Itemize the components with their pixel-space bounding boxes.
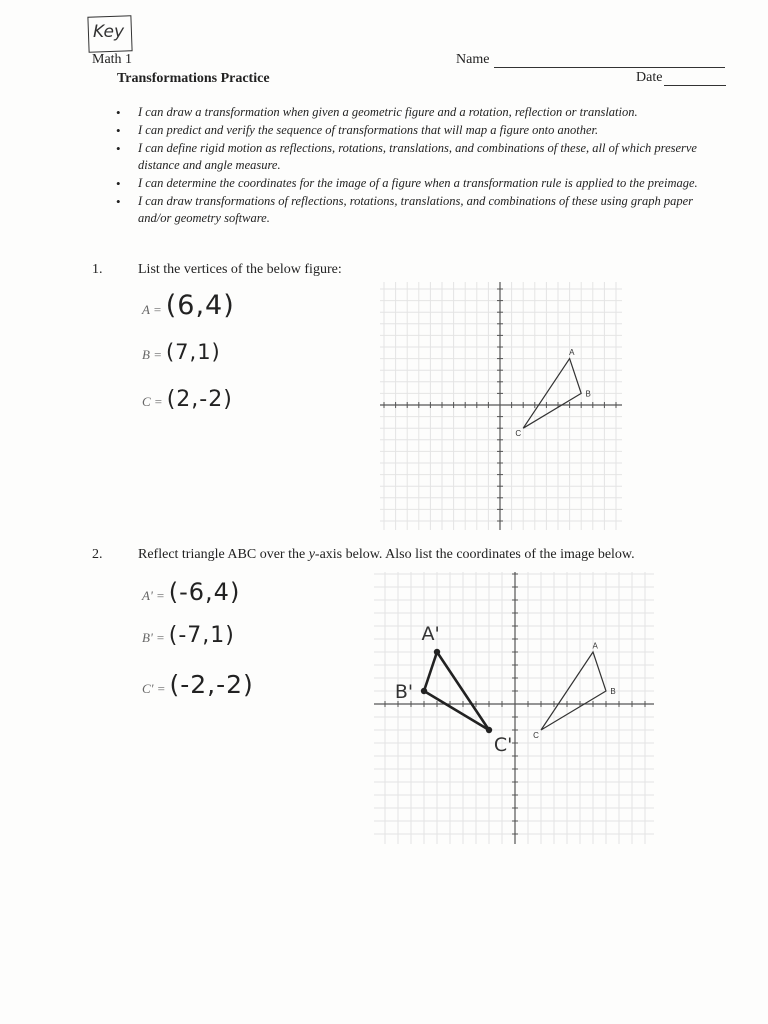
answer-b-prime-label: B' = [142,630,165,645]
answer-b-label: B = [142,347,162,362]
question-2-number: 2. [92,547,103,562]
answer-c-prime [142,670,254,699]
date-label: Date [636,70,663,85]
answer-a-prime [142,578,240,606]
vertex-label-c: C [533,730,539,740]
answer-a-prime-label: A' = [142,588,165,603]
question-1-number: 1. [92,262,103,277]
objective-item: • I can define rigid motion as reflections, rotations, translations, and combinations of these, all of which preserve distance and angle measure. [116,140,728,174]
answer-b-prime-value: (-7,1) [168,623,235,648]
vertex-label-b: B [610,687,616,696]
answer-c-prime-value: (-2,-2) [169,670,254,699]
image-vertex-dot [486,727,492,733]
answer-c-label: C = [142,394,163,409]
image-vertex-label: A' [421,623,440,646]
graph-1-grid [380,282,622,530]
vertex-label-b: B [585,389,591,399]
graph-1 [380,282,622,530]
objective-item: • I can predict and verify the sequence of transformations that will map a figure onto another. [116,122,728,139]
question-1-prompt: List the vertices of the below figure: [138,262,342,277]
vertex-label-c: C [515,429,522,439]
objectives-list [116,104,728,228]
answer-b-value: (7,1) [165,340,221,364]
question-2-prompt-start: Reflect triangle ABC over the [138,547,309,562]
answer-c [142,387,233,412]
course-name: Math 1 [92,52,133,67]
question-2-prompt-variable: y [308,547,315,562]
vertex-label-a: A [569,347,575,357]
answer-a [142,290,235,321]
answer-a-value: (6,4) [165,290,235,321]
graph-1-axes [380,282,622,530]
date-field[interactable] [664,85,726,86]
graph-2 [374,572,654,844]
answer-a-prime-value: (-6,4) [168,578,241,606]
question-2-prompt [138,547,635,563]
question-2-prompt-end: -axis below. Also list the coordinates of the image below. [314,547,635,562]
answer-a-label: A = [142,302,162,317]
image-vertex-dot [421,688,427,694]
answer-c-prime-label: C' = [142,681,166,696]
answer-b [142,340,221,364]
worksheet-title: Transformations Practice [117,71,270,86]
name-label: Name [456,52,490,67]
answer-c-value: (2,-2) [166,387,233,412]
key-mark: Key [93,22,125,42]
answer-b-prime [142,623,235,648]
name-field[interactable] [494,67,725,68]
objective-item: • I can draw a transformation when given a geometric figure and a rotation, reflection or translation. [116,104,728,121]
image-vertex-label: B' [394,681,414,703]
image-vertex-label: C' [493,734,513,757]
graph-2-reflected-triangle [395,623,513,756]
image-vertex-dot [434,649,440,655]
objective-item: • I can draw transformations of reflections, rotations, translations, and combinations of these using graph paper and/or geometry software. [116,193,728,227]
objective-item: • I can determine the coordinates for the image of a figure when a transformation rule is applied to the preimage. [116,175,728,192]
vertex-label-a: A [592,641,598,651]
